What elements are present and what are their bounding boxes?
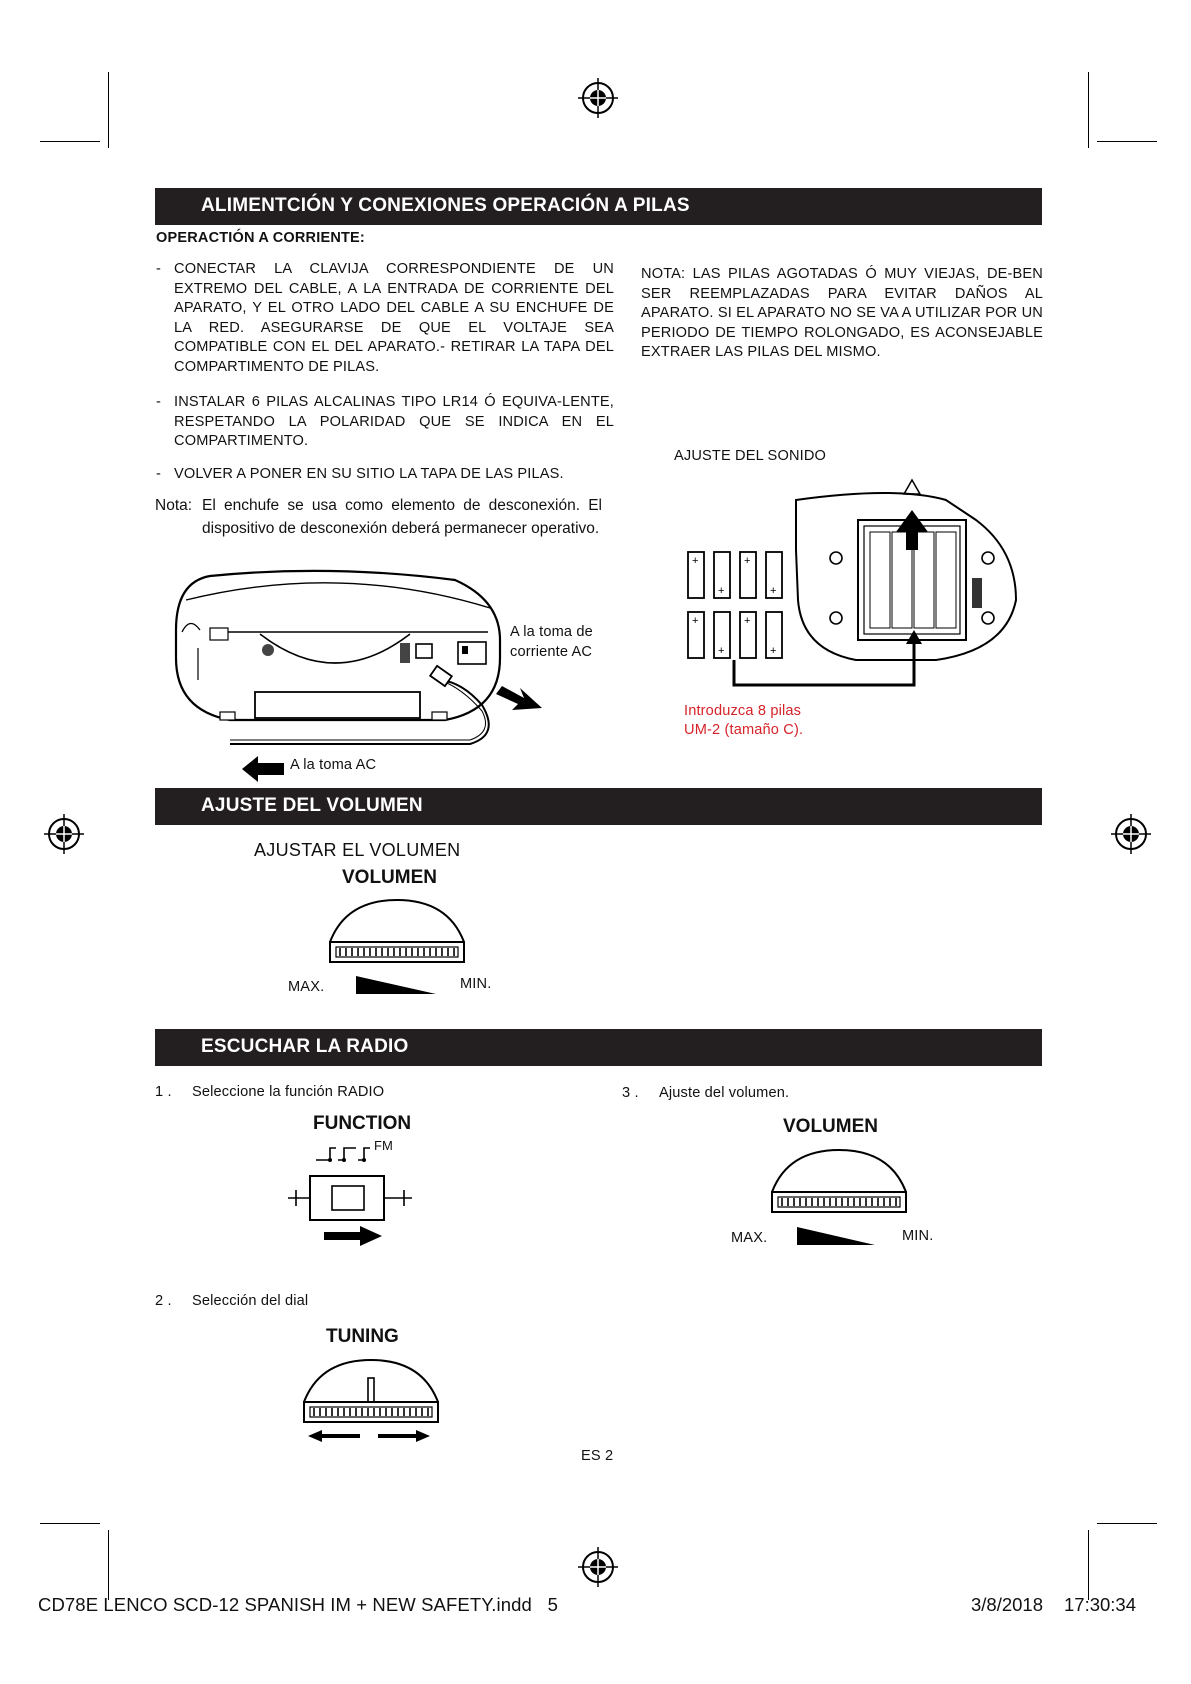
sound-label: AJUSTE DEL SONIDO (674, 448, 827, 464)
step-text: Seleccione la función RADIO (192, 1084, 385, 1100)
list-item: - VOLVER A PONER EN SU SITIO LA TAPA DE LAS PILAS. (156, 466, 564, 482)
battery-caption: Introduzca 8 pilas (684, 703, 802, 719)
svg-text:+: + (744, 615, 751, 627)
list-item: - INSTALAR 6 PILAS ALCALINAS TIPO LR14 Ó EQUIVA-LENTE, RESPETANDO LA POLARIDAD QUE SE INDICA EN EL COMPARTIMENTO. (156, 394, 614, 449)
player-back-illustration (170, 570, 550, 750)
step-text: Ajuste del volumen. (659, 1085, 790, 1101)
volume-min-label: MIN. (460, 976, 492, 992)
step-text: Selección del dial (192, 1293, 309, 1309)
crop-mark (108, 1530, 109, 1600)
section-title: ESCUCHAR LA RADIO (201, 1036, 409, 1057)
step-number: 3 . (622, 1085, 639, 1101)
volume-knob-label: VOLUMEN (783, 1116, 878, 1137)
arrow-left-icon (242, 756, 286, 782)
fm-label: FM (374, 1138, 393, 1153)
registration-mark-icon (578, 78, 618, 118)
ac-socket-label: corriente AC (510, 644, 593, 660)
battery-note: NOTA: LAS PILAS AGOTADAS Ó MUY VIEJAS, DE-BEN SER REEMPLAZADAS PARA EVITAR DAÑOS AL APARATO. SI EL APARATO NO SE VA A UTILIZAR POR UN PERIODO DE TIEMPO ROLONGADO, ES ACONSEJABLE EXTRAER LAS PILAS DEL MISMO. (641, 266, 1043, 360)
note-text: El enchufe se usa como elemento de desconexión. El dispositivo de desconexión deberá permanecer operativo. (202, 497, 602, 537)
crop-mark (108, 72, 109, 148)
crop-mark (40, 141, 100, 142)
list-item: - CONECTAR LA CLAVIJA CORRESPONDIENTE DE UN EXTREMO DEL CABLE, A LA ENTRADA DE CORRIENTE DEL APARATO, Y EL OTRO LADO DEL CABLE A SU ENCHUFE DE LA RED. ASEGURARSE DE QUE EL VOLTAJE SEA COMPATIBLE CON EL DEL APARATO.- RETIRAR LA TAPA DEL COMPARTIMENTO DE PILAS. (156, 261, 614, 375)
section-title: ALIMENTCIÓN Y CONEXIONES OPERACIÓN A PILAS (201, 195, 690, 216)
registration-mark-icon (44, 814, 84, 854)
volume-ramp-icon (797, 1227, 875, 1245)
footer-date: 3/8/2018 (971, 1594, 1044, 1615)
footer-time: 17:30:34 (1064, 1594, 1137, 1615)
registration-mark-icon (578, 1547, 618, 1587)
svg-text:+: + (718, 585, 725, 597)
svg-text:+: + (718, 645, 725, 657)
svg-text:+: + (770, 645, 777, 657)
ac-outlet-label: A la toma AC (290, 757, 377, 773)
svg-text:+: + (744, 555, 751, 567)
crop-mark (1097, 141, 1157, 142)
volume-instruction: AJUSTAR EL VOLUMEN (254, 840, 461, 860)
footer-file: CD78E LENCO SCD-12 SPANISH IM + NEW SAFETY.indd 5 (38, 1594, 559, 1615)
registration-mark-icon (1111, 814, 1151, 854)
function-switch-icon (286, 1136, 414, 1248)
tuning-knob-icon (300, 1358, 442, 1448)
section-header-radio (155, 1029, 1042, 1066)
tuning-label: TUNING (326, 1326, 399, 1347)
function-label: FUNCTION (313, 1113, 412, 1134)
volume-min-label: MIN. (902, 1228, 934, 1244)
volume-max-label: MAX. (731, 1230, 768, 1246)
volume-max-label: MAX. (288, 979, 325, 995)
volume-ramp-icon (356, 976, 436, 994)
section-title: AJUSTE DEL VOLUMEN (201, 795, 423, 816)
battery-compartment-illustration (686, 490, 1086, 695)
note-label: Nota: (155, 497, 193, 514)
step-number: 1 . (155, 1084, 172, 1100)
svg-text:+: + (692, 615, 699, 627)
step-number: 2 . (155, 1293, 172, 1309)
page-number: ES 2 (581, 1448, 614, 1464)
ac-socket-label: A la toma de (510, 624, 593, 640)
volume-knob-icon (326, 898, 468, 968)
battery-caption: UM-2 (tamaño C). (684, 722, 804, 738)
volume-knob-label: VOLUMEN (342, 867, 437, 888)
svg-text:+: + (770, 585, 777, 597)
crop-mark (1097, 1523, 1157, 1524)
svg-text:+: + (692, 555, 699, 567)
section-header-volume (155, 788, 1042, 825)
crop-mark (40, 1523, 100, 1524)
volume-knob-icon (768, 1148, 910, 1218)
crop-mark (1088, 72, 1089, 148)
subsection-title: OPERACTIÓN A CORRIENTE: (156, 230, 365, 246)
crop-mark (1088, 1530, 1089, 1600)
section-header-power (155, 188, 1042, 225)
